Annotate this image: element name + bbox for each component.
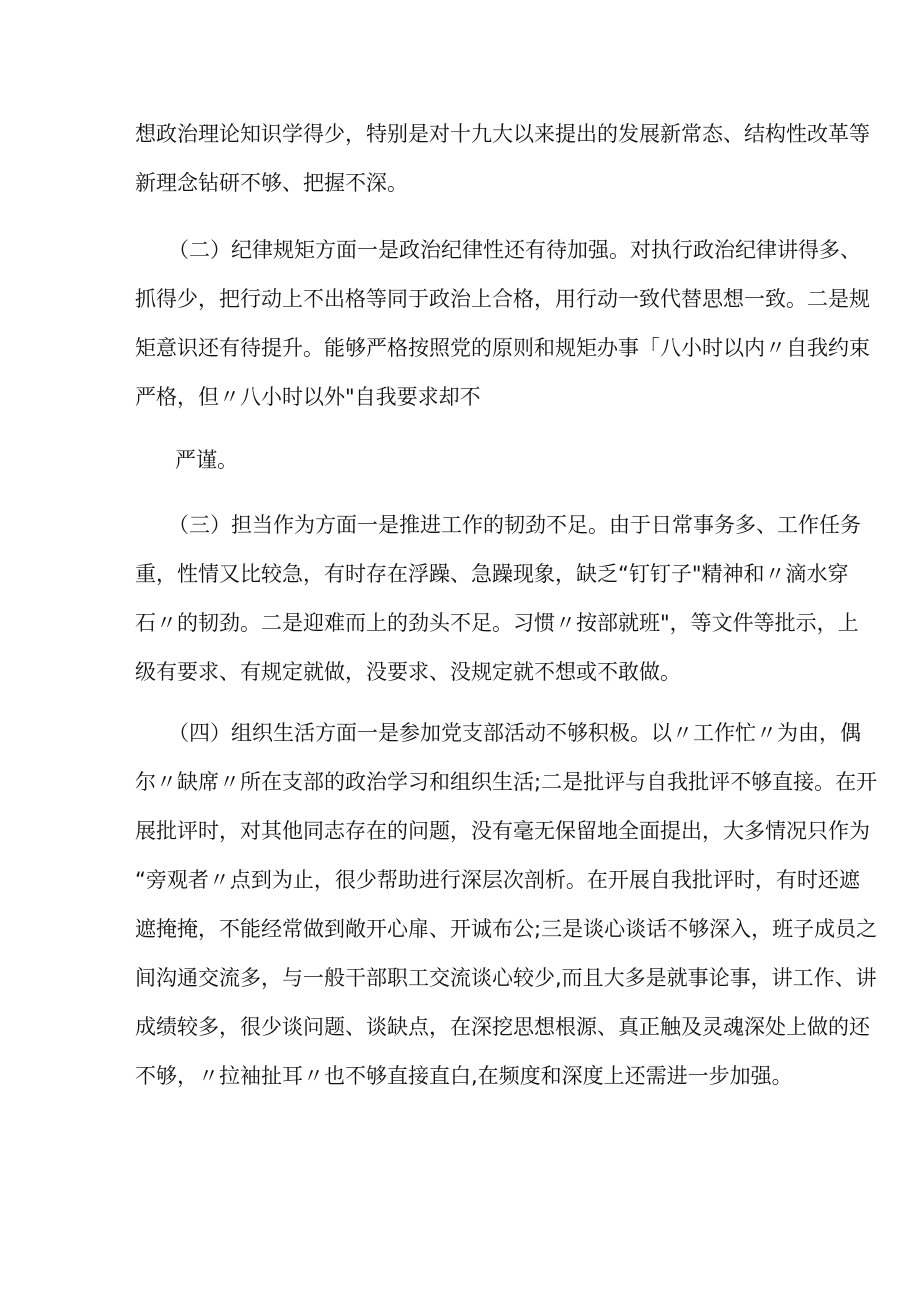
text-line: 重，性情又比较急，有时存在浮躁、急躁现象，缺乏“钉钉子"精神和〃滴水穿 [135, 562, 849, 586]
text-line: 级有要求、有规定就做，没要求、没规定就不想或不敢做。 [135, 660, 681, 684]
text-line: 尔〃缺席〃所在支部的政治学习和组织生活;二是批评与自我批评不够直接。在开 [135, 770, 878, 794]
text-line: 矩意识还有待提升。能够严格按照党的原则和规矩办事「八小时以内〃自我约束 [135, 336, 870, 360]
text-line: 抓得少，把行动上不出格等同于政治上合格，用行动一致代替思想一致。二是规 [135, 287, 870, 311]
text-line: 间沟通交流多，与一般干部职工交流谈心较少,而且大多是就事论事，讲工作、讲 [135, 966, 877, 990]
text-line: （四）组织生活方面一是参加党支部活动不够积极。以〃工作忙〃为由，偶 [168, 721, 861, 745]
text-line: 不够，〃拉袖扯耳〃也不够直接直白,在频度和深度上还需进一步加强。 [135, 1064, 793, 1088]
text-line: 遮掩掩，不能经常做到敞开心扉、开诚布公;三是谈心谈话不够深入，班子成员之 [135, 917, 878, 941]
text-line: 严格，但〃八小时以外"自我要求却不 [135, 385, 481, 409]
text-line: “旁观者〃点到为止，很少帮助进行深层次剖析。在开展自我批评时，有时还遮 [135, 868, 860, 892]
text-line: 新理念钻研不够、把握不深。 [135, 171, 408, 195]
text-line: 石〃的韧劲。二是迎难而上的劲头不足。习惯〃按部就班"，等文件等批示，上 [135, 611, 859, 635]
text-line: （三）担当作为方面一是推进工作的韧劲不足。由于日常事务多、工作任务 [168, 513, 861, 537]
text-line: 展批评时，对其他同志存在的问题，没有毫无保留地全面提出，大多情况只作为 [135, 819, 870, 843]
text-line: 想政治理论知识学得少，特别是对十九大以来提出的发展新常态、结构性改革等 [135, 122, 870, 146]
text-line: （二）纪律规矩方面一是政治纪律性还有待加强。对执行政治纪律讲得多、 [168, 238, 861, 262]
text-line: 严谨。 [175, 448, 238, 472]
text-line: 成绩较多，很少谈问题、谈缺点，在深挖思想根源、真正触及灵魂深处上做的还 [135, 1015, 870, 1039]
